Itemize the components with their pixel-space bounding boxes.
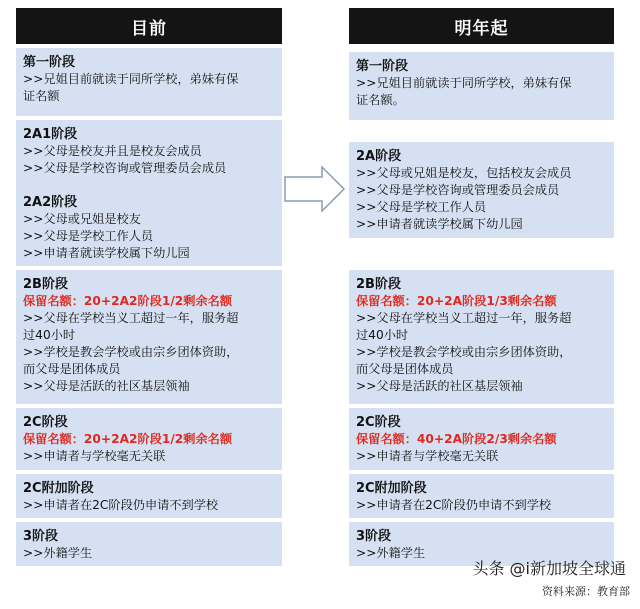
left-stage2b-line: 过40小时 — [23, 328, 76, 342]
left-stage2a1-line: >>父母是校友并且是校友会成员 — [23, 144, 202, 158]
left-stage2c-box — [16, 408, 282, 470]
right-stage1-line: >>兄姐目前就读于同所学校，弟妹有保 — [356, 76, 572, 90]
right-stage2c-plus-line: >>申请者在2C阶段仍申请不到学校 — [356, 498, 552, 512]
left-stage2b-line: >>父母是活跃的社区基层领袖 — [23, 379, 190, 393]
left-stage2b-reserved: 保留名额：20+2A2阶段1/2剩余名额 — [23, 294, 233, 308]
right-stage1-title: 第一阶段 — [356, 59, 409, 74]
left-stage2a2-line: >>父母或兄姐是校友 — [23, 212, 141, 226]
left-stage3-box — [16, 522, 282, 566]
right-stage2b-title: 2B阶段 — [356, 277, 401, 292]
current-header: 目前 — [16, 8, 282, 44]
left-stage2a1-line: >>父母是学校咨询或管理委员会成员 — [23, 161, 227, 175]
left-stage2a1-title: 2A1阶段 — [23, 127, 78, 142]
right-stage2a-line: >>父母是学校工作人员 — [356, 200, 487, 214]
right-stage2a-title: 2A阶段 — [356, 149, 402, 164]
right-stage2c-reserved: 保留名额：40+2A阶段2/3剩余名额 — [356, 432, 557, 446]
left-stage1-box — [16, 48, 282, 116]
next-year-header: 明年起 — [349, 8, 614, 44]
left-stage2b-box — [16, 270, 282, 404]
right-stage3-line: >>外籍学生 — [356, 546, 426, 560]
left-stage2b-line: >>父母在学校当义工超过一年，服务超 — [23, 311, 239, 325]
right-stage2b-box — [349, 270, 614, 404]
right-stage1-box — [349, 52, 614, 120]
left-stage2a2-line: >>父母是学校工作人员 — [23, 229, 154, 243]
left-stage2c-plus-box — [16, 474, 282, 518]
right-stage2b-line: >>父母在学校当义工超过一年，服务超 — [356, 311, 572, 325]
right-stage2c-box — [349, 408, 614, 470]
right-stage2b-line: 过40小时 — [356, 328, 409, 342]
left-stage2c-plus-line: >>申请者在2C阶段仍申请不到学校 — [23, 498, 219, 512]
left-stage2c-line: >>申请者与学校毫无关联 — [23, 449, 166, 463]
transition-arrow-icon — [284, 165, 346, 213]
left-stage2a2-title: 2A2阶段 — [23, 195, 78, 210]
left-stage1-line: 证名额 — [23, 89, 60, 103]
right-stage2c-line: >>申请者与学校毫无关联 — [356, 449, 499, 463]
left-stage2b-line: >>学校是教会学校或由宗乡团体资助， — [23, 345, 239, 359]
right-stage2b-line: >>父母是活跃的社区基层领袖 — [356, 379, 523, 393]
right-stage1-line: 证名额。 — [356, 93, 405, 107]
left-stage2b-title: 2B阶段 — [23, 277, 68, 292]
left-stage2c-title: 2C阶段 — [23, 415, 68, 430]
source-note: 资料来源：教育部 — [542, 585, 630, 598]
right-stage2a-box — [349, 142, 614, 238]
watermark: 头条 @i新加坡全球通 — [472, 559, 626, 578]
right-stage3-title: 3阶段 — [356, 529, 392, 544]
right-stage2a-line: >>父母是学校咨询或管理委员会成员 — [356, 183, 560, 197]
right-stage2a-line: >>申请者就读学校属下幼儿园 — [356, 217, 523, 231]
right-stage2b-reserved: 保留名额：20+2A阶段1/3剩余名额 — [356, 294, 557, 308]
next-year-column — [349, 8, 614, 560]
left-stage2a-box — [16, 120, 282, 266]
left-stage1-title: 第一阶段 — [23, 55, 76, 70]
right-stage2c-plus-box — [349, 474, 614, 518]
right-stage2b-line: >>学校是教会学校或由宗乡团体资助， — [356, 345, 572, 359]
left-stage3-line: >>外籍学生 — [23, 546, 93, 560]
right-stage2a-line: >>父母或兄姐是校友，包括校友会成员 — [356, 166, 572, 180]
left-stage1-line: >>兄姐目前就读于同所学校，弟妹有保 — [23, 72, 239, 86]
left-stage3-title: 3阶段 — [23, 529, 59, 544]
right-stage2c-title: 2C阶段 — [356, 415, 401, 430]
current-column — [16, 8, 282, 560]
left-stage2a2-line: >>申请者就读学校属下幼儿园 — [23, 246, 190, 260]
left-stage2c-plus-title: 2C附加阶段 — [23, 481, 94, 496]
left-stage2b-line: 而父母是团体成员 — [23, 362, 121, 376]
right-stage2b-line: 而父母是团体成员 — [356, 362, 454, 376]
right-stage2c-plus-title: 2C附加阶段 — [356, 481, 427, 496]
left-stage2c-reserved: 保留名额：20+2A2阶段1/2剩余名额 — [23, 432, 233, 446]
